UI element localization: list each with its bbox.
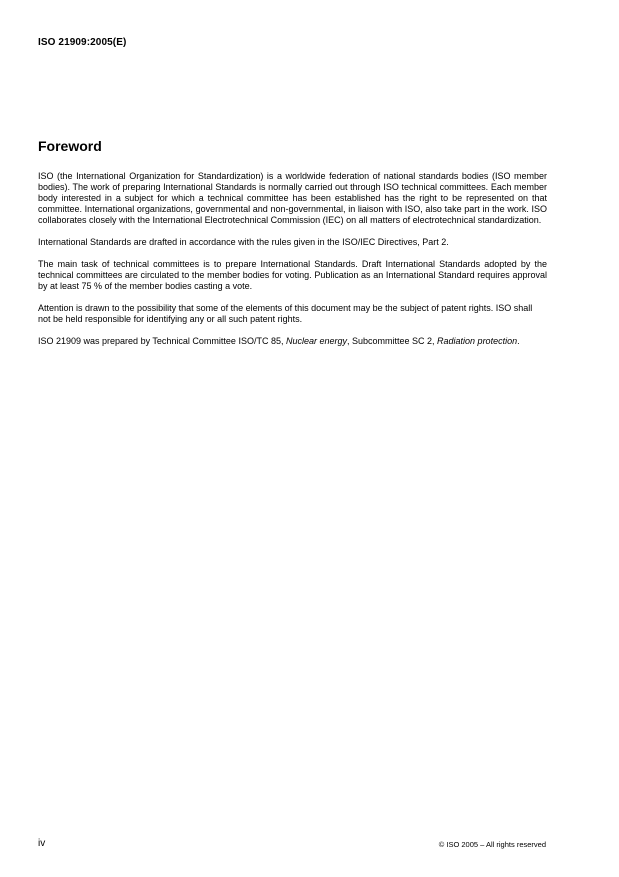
section-title: Foreword — [38, 138, 102, 154]
foreword-body — [38, 171, 547, 358]
preparation-text: . — [517, 336, 520, 346]
paragraph-committee-task: The main task of technical committees is to prepare International Standards. Draft International Standards adopted by the technical committees are circulated to the member bodies for voting. Publication as an International Standard requires approval by at least 75 % of the member bodies casting a vote. — [38, 259, 547, 291]
preparation-text: ISO 21909 was prepared by Technical Committee ISO/TC 85, — [38, 336, 286, 346]
paragraph-patent-notice: Attention is drawn to the possibility that some of the elements of this document may be the subject of patent rights. ISO shall not be held responsible for identifying any or all such patent rights. — [38, 303, 533, 324]
subcommittee-name: Radiation protection — [437, 336, 518, 346]
paragraph-iso-description: ISO (the International Organization for Standardization) is a worldwide federation of national standards bodies (ISO member bodies). The work of preparing International Standards is normally carried out through ISO technical committees. Each member body interested in a subject for which a technical committee has been established has the right to be represented on that committee. International organizations, governmental and non-governmental, in liaison with ISO, also take part in the work. ISO collaborates closely with the International Electrotechnical Commission (IEC) on all matters of electrotechnical standardization. — [38, 171, 547, 225]
paragraph-drafting-rules: International Standards are drafted in accordance with the rules given in the ISO/IEC Directives, Part 2. — [38, 237, 449, 247]
preparation-text: , Subcommittee SC 2, — [346, 336, 438, 346]
paragraph-preparation — [38, 336, 547, 347]
document-identifier: ISO 21909:2005(E) — [38, 37, 127, 48]
copyright-notice: © ISO 2005 – All rights reserved — [438, 840, 546, 849]
page-number: iv — [38, 838, 46, 849]
committee-name: Nuclear energy — [285, 336, 347, 346]
